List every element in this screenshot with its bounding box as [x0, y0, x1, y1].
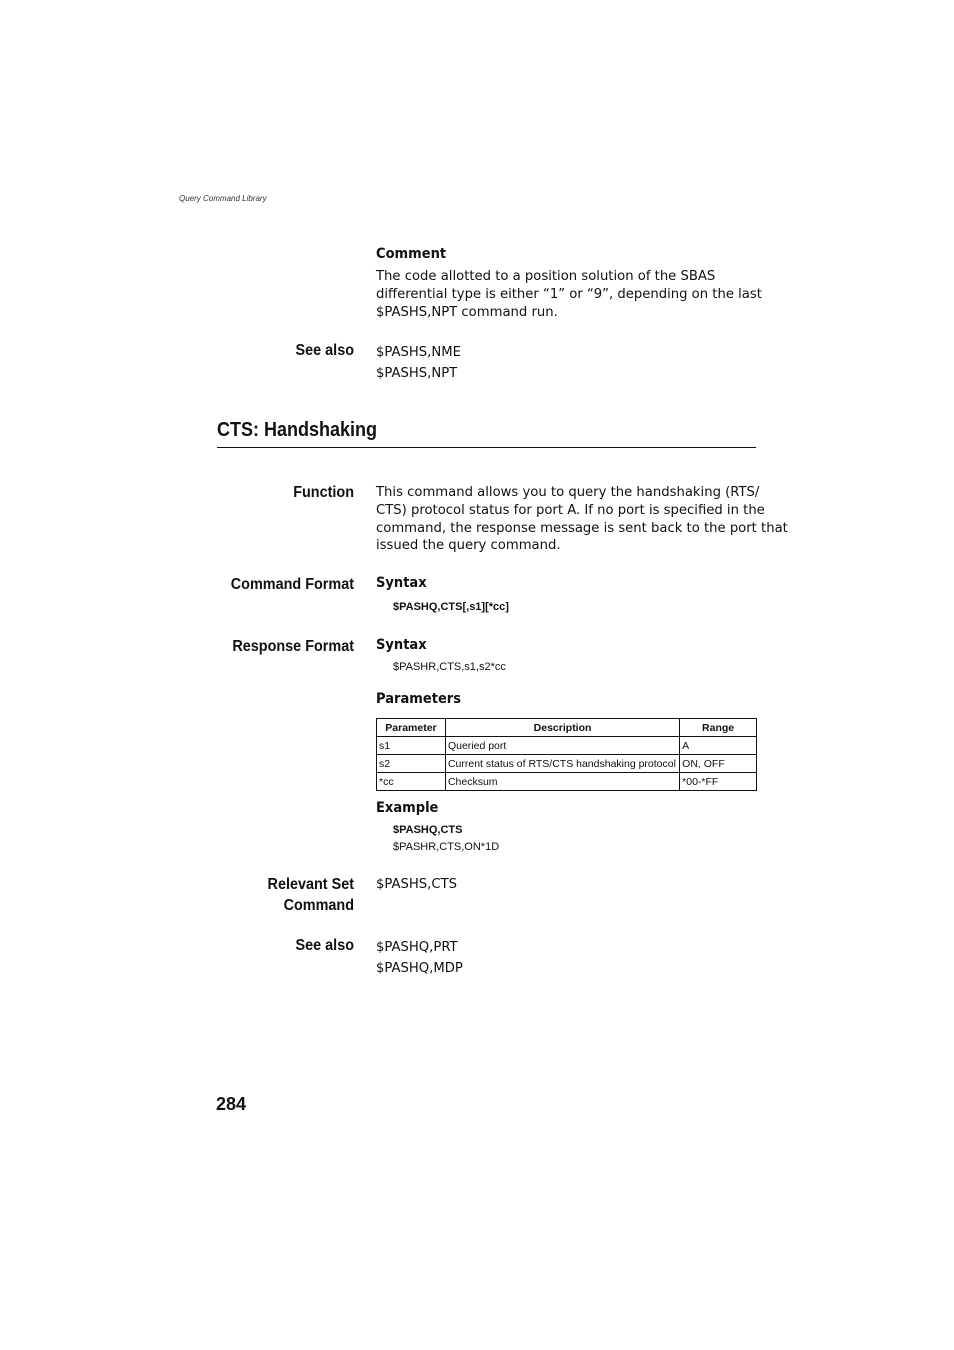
running-header: Query Command Library — [179, 194, 267, 203]
comment-line: $PASHS,NPT command run. — [376, 304, 558, 320]
relevant-set-command-label — [174, 874, 354, 916]
table-header: Parameter — [377, 719, 446, 737]
see-also-item: $PASHS,NME — [376, 345, 461, 360]
command-syntax-heading: Syntax — [376, 575, 427, 591]
table-row — [377, 773, 757, 791]
see-also-label: See also — [295, 342, 354, 359]
function-line: command, the response message is sent back to the port that — [376, 520, 788, 536]
section-title: CTS: Handshaking — [217, 419, 378, 441]
example-response: $PASHR,CTS,ON*1D — [393, 841, 500, 853]
command-format-label: Command Format — [230, 576, 354, 593]
see-also-label: See also — [295, 937, 354, 954]
comment-line: differential type is either “1” or “9”, depending on the last — [376, 286, 762, 302]
comment-heading: Comment — [376, 246, 447, 262]
response-syntax-heading: Syntax — [376, 637, 427, 653]
example-query: $PASHQ,CTS — [393, 824, 463, 836]
see-also-item: $PASHS,NPT — [376, 366, 458, 381]
relevant-label-line: Relevant Set — [267, 876, 354, 893]
table-cell: *00-*FF — [680, 773, 757, 791]
table-cell: *cc — [377, 773, 446, 791]
see-also-item: $PASHQ,MDP — [376, 961, 463, 976]
see-also-item: $PASHQ,PRT — [376, 940, 458, 955]
see-also-list — [376, 937, 463, 979]
parameters-heading: Parameters — [376, 691, 462, 707]
table-cell: Current status of RTS/CTS handshaking protocol — [445, 755, 679, 773]
command-syntax: $PASHQ,CTS[,s1][*cc] — [393, 601, 509, 613]
function-line: CTS) protocol status for port A. If no port is specified in the — [376, 502, 765, 518]
table-cell: ON, OFF — [680, 755, 757, 773]
comment-text — [376, 268, 762, 321]
table-cell: Checksum — [445, 773, 679, 791]
function-line: This command allows you to query the handshaking (RTS/ — [376, 485, 760, 500]
response-syntax: $PASHR,CTS,s1,s2*cc — [393, 661, 506, 673]
page-number: 284 — [216, 1094, 247, 1114]
function-line: issued the query command. — [376, 538, 561, 554]
function-text — [376, 484, 788, 555]
relevant-label-line: Command — [283, 897, 354, 914]
function-label: Function — [293, 484, 354, 501]
table-cell: s2 — [377, 755, 446, 773]
table-row — [377, 755, 757, 773]
relevant-set-command: $PASHS,CTS — [376, 877, 458, 892]
table-row — [377, 737, 757, 755]
example-heading: Example — [376, 800, 439, 816]
table-header: Description — [445, 719, 679, 737]
table-cell: s1 — [377, 737, 446, 755]
see-also-list — [376, 342, 461, 384]
table-cell: A — [680, 737, 757, 755]
comment-line: The code allotted to a position solution of the SBAS — [376, 269, 716, 284]
table-header-row — [377, 719, 757, 737]
table-cell: Queried port — [445, 737, 679, 755]
response-format-label: Response Format — [232, 638, 354, 655]
table-header: Range — [680, 719, 757, 737]
title-rule — [217, 447, 756, 448]
parameters-table — [376, 718, 757, 791]
